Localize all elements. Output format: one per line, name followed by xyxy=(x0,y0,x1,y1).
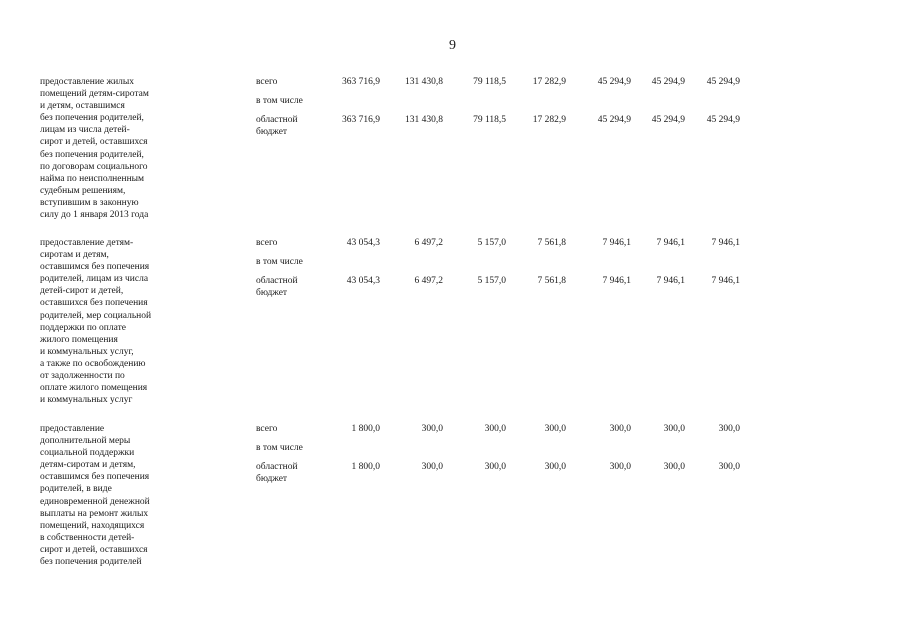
budget-value-cell: 17 282,9 xyxy=(532,115,566,125)
description-line: силу до 1 января 2013 года xyxy=(40,210,149,221)
total-value-cell: 300,0 xyxy=(484,424,506,434)
description-line: жилого помещения xyxy=(40,334,118,345)
description-line: сирот и детей, оставшихся xyxy=(40,137,148,148)
total-value-cell: 6 497,2 xyxy=(414,238,443,248)
description-line: в собственности детей- xyxy=(40,532,135,543)
total-value-cell: 45 294,9 xyxy=(706,77,740,87)
description-line: выплаты на ремонт жилых xyxy=(40,508,149,519)
description-line: сирот и детей, оставшихся xyxy=(40,544,148,555)
budget-value-cell: 300,0 xyxy=(544,462,566,472)
label-budget: бюджет xyxy=(256,474,288,484)
total-value-cell: 79 118,5 xyxy=(473,77,506,87)
description-line: родителей, лицам из числа xyxy=(40,274,149,285)
description-line: оплате жилого помещения xyxy=(40,383,148,394)
description-line: предоставление детям- xyxy=(40,238,134,248)
total-value-cell: 300,0 xyxy=(663,424,685,434)
description-line: судебным решениям, xyxy=(40,185,126,196)
total-value-cell: 7 946,1 xyxy=(656,238,685,248)
description-line: без попечения родителей, xyxy=(40,113,144,124)
description-line: оставшимся без попечения xyxy=(40,262,150,273)
budget-value-cell: 79 118,5 xyxy=(473,115,506,125)
description-line: единовременной денежной xyxy=(40,496,150,507)
budget-value-cell: 5 157,0 xyxy=(477,276,506,286)
label-including: в том числе xyxy=(256,443,303,453)
budget-value-cell: 7 946,1 xyxy=(602,276,631,286)
description-line: родителей, в виде xyxy=(40,484,112,495)
description-line: и детям, оставшимся xyxy=(40,101,125,112)
description-line: помещений детям-сиротам xyxy=(40,89,149,100)
budget-value-cell: 45 294,9 xyxy=(597,115,631,125)
total-value-cell: 131 430,8 xyxy=(405,77,443,87)
description-line: сиротам и детям, xyxy=(40,250,109,261)
description-line: от задолженности по xyxy=(40,371,125,382)
total-value-cell: 300,0 xyxy=(609,424,631,434)
label-including: в том числе xyxy=(256,257,303,267)
label-total: всего xyxy=(256,424,278,434)
description-line: детям-сиротам и детям, xyxy=(40,460,136,471)
total-value-cell: 45 294,9 xyxy=(651,77,685,87)
description-line: родителей, мер социальной xyxy=(40,310,152,321)
row-description xyxy=(40,76,245,221)
total-value-cell: 43 054,3 xyxy=(346,238,380,248)
budget-value-cell: 300,0 xyxy=(484,462,506,472)
description-line: и коммунальных услуг, xyxy=(40,346,134,357)
label-regional: областной xyxy=(256,462,298,472)
budget-value-cell: 300,0 xyxy=(609,462,631,472)
description-line: без попечения родителей, xyxy=(40,149,144,160)
description-line: оставшимся без попечения xyxy=(40,472,150,483)
label-regional: областной xyxy=(256,276,298,286)
label-total: всего xyxy=(256,238,278,248)
row-description xyxy=(40,423,245,568)
description-line: поддержки по оплате xyxy=(40,322,126,333)
budget-value-cell: 363 716,9 xyxy=(342,115,380,125)
description-line: по договорам социального xyxy=(40,161,148,172)
description-line: а также по освобождению xyxy=(40,358,146,369)
budget-value-cell: 7 946,1 xyxy=(711,276,740,286)
total-value-cell: 5 157,0 xyxy=(477,238,506,248)
budget-value-cell: 131 430,8 xyxy=(405,115,443,125)
description-line: помещений, находящихся xyxy=(40,520,145,531)
description-line: дополнительной меры xyxy=(40,436,131,447)
total-value-cell: 7 946,1 xyxy=(711,238,740,248)
budget-value-cell: 7 946,1 xyxy=(656,276,685,286)
budget-value-cell: 43 054,3 xyxy=(346,276,380,286)
description-line: предоставление xyxy=(40,424,105,434)
description-line: детей-сирот и детей, xyxy=(40,286,124,297)
row-description xyxy=(40,237,245,406)
total-value-cell: 45 294,9 xyxy=(597,77,631,87)
description-line: и коммунальных услуг xyxy=(40,395,133,406)
budget-value-cell: 45 294,9 xyxy=(651,115,685,125)
description-line: предоставление жилых xyxy=(40,77,135,87)
budget-value-cell: 300,0 xyxy=(421,462,443,472)
budget-value-cell: 300,0 xyxy=(663,462,685,472)
description-line: социальной поддержки xyxy=(40,448,135,459)
label-budget: бюджет xyxy=(256,288,288,298)
total-value-cell: 7 946,1 xyxy=(602,238,631,248)
budget-value-cell: 1 800,0 xyxy=(351,462,380,472)
label-including: в том числе xyxy=(256,96,303,106)
total-value-cell: 17 282,9 xyxy=(532,77,566,87)
budget-value-cell: 7 561,8 xyxy=(537,276,566,286)
label-total: всего xyxy=(256,77,278,87)
description-line: найма по неисполненным xyxy=(40,173,145,184)
description-line: оставшихся без попечения xyxy=(40,298,148,309)
description-line: без попечения родителей xyxy=(40,557,142,568)
total-value-cell: 300,0 xyxy=(421,424,443,434)
budget-value-cell: 45 294,9 xyxy=(706,115,740,125)
budget-value-cell: 300,0 xyxy=(718,462,740,472)
description-line: вступившим в законную xyxy=(40,197,139,208)
description-line: лицам из числа детей- xyxy=(40,125,130,136)
budget-value-cell: 6 497,2 xyxy=(414,276,443,286)
total-value-cell: 300,0 xyxy=(544,424,566,434)
label-budget: бюджет xyxy=(256,127,288,137)
total-value-cell: 7 561,8 xyxy=(537,238,566,248)
total-value-cell: 300,0 xyxy=(718,424,740,434)
total-value-cell: 1 800,0 xyxy=(351,424,380,434)
label-regional: областной xyxy=(256,115,298,125)
total-value-cell: 363 716,9 xyxy=(342,77,380,87)
page-number: 9 xyxy=(449,38,456,53)
